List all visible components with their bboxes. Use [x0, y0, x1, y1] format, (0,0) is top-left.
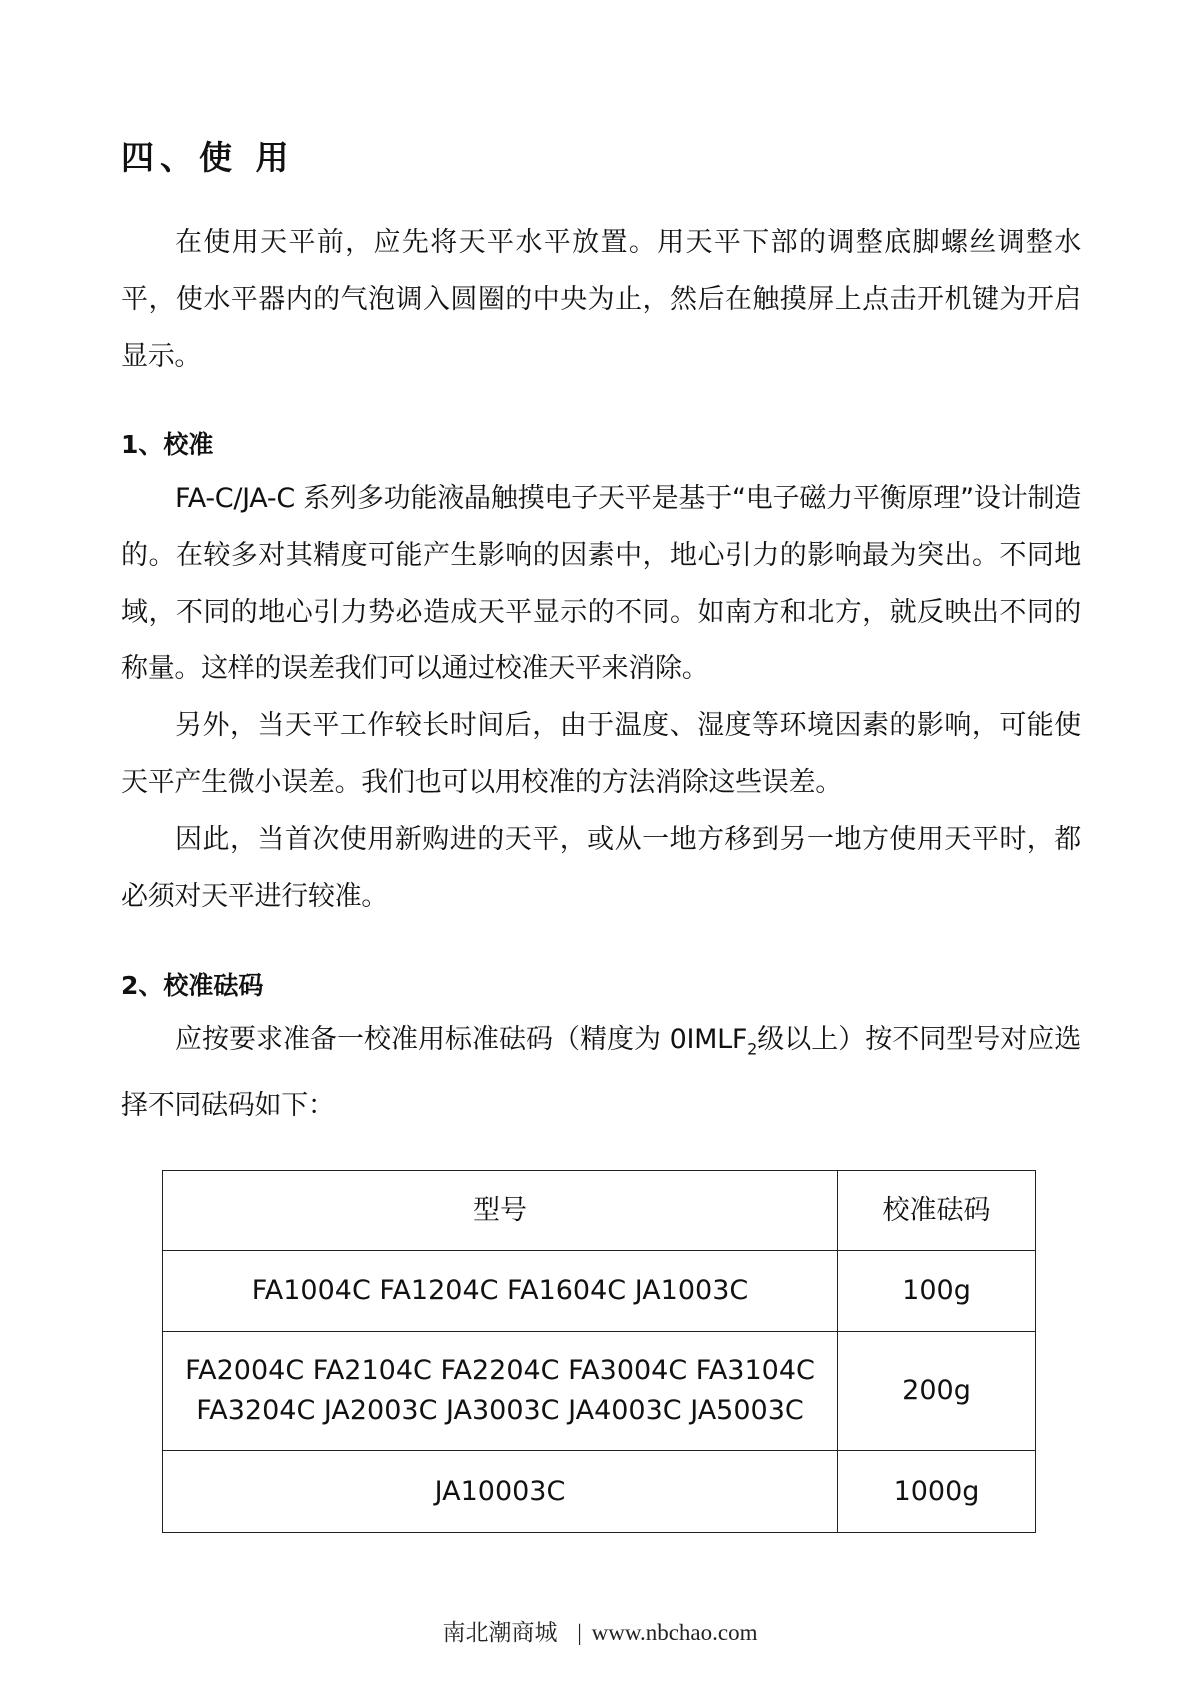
- text: 级以上）按不同型号对应选择不同砝码如下：: [121, 1024, 1081, 1122]
- header-model: 型号: [163, 1171, 838, 1251]
- table-row: [163, 1251, 1036, 1332]
- paragraph: 因此，当首次使用新购进的天平，或从一地方移到另一地方使用天平时，都必须对天平进行较准。: [121, 823, 1081, 912]
- intro-paragraph: 在使用天平前，应先将天平水平放置。用天平下部的调整底脚螺丝调整水平，使水平器内的气泡调入圆圈的中央为止，然后在触摸屏上点击开机键为开启显示。: [121, 227, 1081, 372]
- table-row: [163, 1451, 1036, 1533]
- subsection-title-calibration: 1、校准: [121, 430, 214, 459]
- text: 应按要求准备一校准用标准砝码（精度为 0IMLF: [175, 1024, 748, 1055]
- footer: [0, 1614, 1200, 1647]
- calibration-weight-table: [162, 1170, 1036, 1533]
- footer-separator: |: [577, 1620, 582, 1645]
- weight-cell: 1000g: [838, 1451, 1036, 1533]
- footer-brand: 南北潮商城: [442, 1620, 558, 1645]
- model-cell: [163, 1332, 838, 1451]
- model-line: FA3204C JA2003C JA3003C JA4003C JA5003C: [196, 1395, 804, 1426]
- footer-url[interactable]: www.nbchao.com: [591, 1620, 758, 1645]
- section-title: 四、使 用: [121, 138, 295, 177]
- model-cell: FA1004C FA1204C FA1604C JA1003C: [163, 1251, 838, 1332]
- weights-paragraph: [121, 1012, 1081, 1135]
- model-line: FA2004C FA2104C FA2204C FA3004C FA3104C: [185, 1355, 815, 1386]
- table-row: [163, 1332, 1036, 1451]
- table-header-row: [163, 1171, 1036, 1251]
- subsection-title-weights: 2、校准砝码: [121, 971, 264, 1000]
- header-weight: 校准砝码: [838, 1171, 1036, 1251]
- paragraph: FA-C/JA-C 系列多功能液晶触摸电子天平是基于“电子磁力平衡原理”设计制造的。在较多对其精度可能产生影响的因素中，地心引力的影响最为突出。不同地域，不同的地心引力势必造成天平显示的不同。如南方和北方，就反映出不同的称量。这样的误差我们可以通过校准天平来消除。: [121, 483, 1081, 685]
- weight-cell: 200g: [838, 1332, 1036, 1451]
- weight-cell: 100g: [838, 1251, 1036, 1332]
- model-cell: JA10003C: [163, 1451, 838, 1533]
- paragraph: 另外，当天平工作较长时间后，由于温度、湿度等环境因素的影响，可能使天平产生微小误差。我们也可以用校准的方法消除这些误差。: [121, 710, 1081, 798]
- subscript: 2: [747, 1039, 757, 1059]
- calibration-text: [121, 471, 1081, 925]
